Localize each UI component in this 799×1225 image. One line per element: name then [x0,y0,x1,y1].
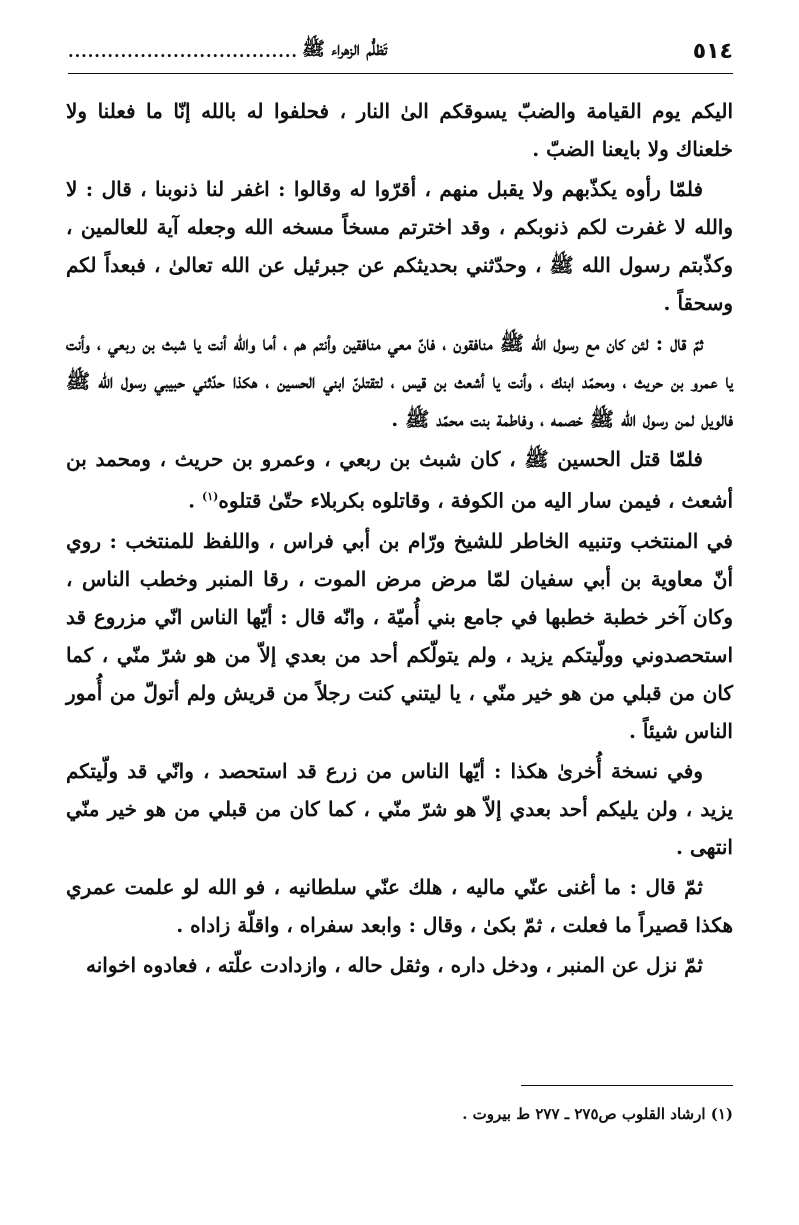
body-text [66,92,733,986]
footnote: (١) ارشاد القلوب ص٢٧٥ ـ ٢٧٧ ط بيروت . [462,1105,733,1123]
paragraph-end: . [188,488,203,513]
paragraph: فلمّا رأوه يكذّبهم ولا يقبل منهم ، أقرّوا له وقالوا : اغفر لنا ذنوبنا ، قال : لا والله لا غفرت لكم ذنوبكم ، وقد اخترتم مسخاً مسخه الله وجعله آية للعالمين ، وكذّبتم رسول الله ﷺ ، وحدّثني بحديثكم عن جبرئيل عن الله تعالىٰ ، فبعداً لكم وسحقاً . [66,177,733,315]
header-rule [68,73,733,74]
paragraph: في المنتخب وتنبيه الخاطر للشيخ ورّام بن أبي فراس ، واللفظ للمنتخب : روي أنّ معاوية بن أبي سفيان لمّا مرض مرض الموت ، رقا المنبر وخطب الناس ، وكان آخر خطبة خطبها في جامع بني أُميّة ، وانّه قال : أيّها الناس انّي مزروع قد استحصدوني وولّيتكم يزيد ، ولم يتولّكم أحد من بعدي إلاّ من هو شرّ منّي ، كما كان من قبلي من هو خير منّي ، يا ليتني كنت رجلاً من قريش ولم أتولّ من أُمور الناس شيئاً . [66,528,734,743]
page-header [68,34,733,68]
paragraph: وفي نسخة أُخرىٰ هكذا : أيّها الناس من زرع قد استحصد ، وانّي قد ولّيتكم يزيد ، ولن يليكم أحد بعدي إلاّ هو شرّ منّي ، كما كان من قبلي من هو خير منّي انتهى . [66,758,733,859]
page-number: ٥١٤ [692,38,733,64]
paragraph: ثمّ قال : لئن كان مع رسول الله ﷺ منافقون ، فانّ معي منافقين وأنتم هم ، أما والله أنت يا شبث بن ربعي ، وأنت يا عمرو بن حريث ، ومحمّد ابنك ، وأنت يا أشعث بن قيس ، لتقتلنّ ابني الحسين ، هكذا حدّثني حبيبي رسول الله ﷺ فالويل لمن رسول الله ﷺ خصمه ، وفاطمة بنت محمّد ﷺ . [66,331,733,431]
footnote-rule [521,1085,733,1086]
paragraph: اليكم يوم القيامة والضبّ يسوقكم الىٰ النار ، فحلفوا له بالله إنّا ما فعلنا ولا خلعناك ولا بايعنا الضبّ . [66,99,733,161]
leader-dots: ................................... [68,41,298,61]
paragraph: ثمّ قال : ما أغنى عنّي ماليه ، هلك عنّي سلطانيه ، فو الله لو علمت عمري هكذا قصيراً ما فعلت ، ثمّ بكىٰ ، وقال : وابعد سفراه ، واقلّة زاداه . [66,874,733,937]
paragraph-text: فلمّا قتل الحسين ﷺ ، كان شبث بن ربعي ، وعمرو بن حريث ، ومحمد بن أشعث ، فيمن سار اليه من الكوفة ، وقاتلوه بكربلاء حتّىٰ قتلوه [66,447,733,513]
footnote-reference: (١) [202,490,219,503]
running-title [68,37,387,65]
running-title-text: تَظلُّم الزهراء ﷺ [301,38,387,60]
paragraph: ثمّ نزل عن المنبر ، ودخل داره ، وثقل حاله ، وازدادت علّته ، فعادوه اخوانه [85,952,703,977]
paragraph [66,440,733,520]
